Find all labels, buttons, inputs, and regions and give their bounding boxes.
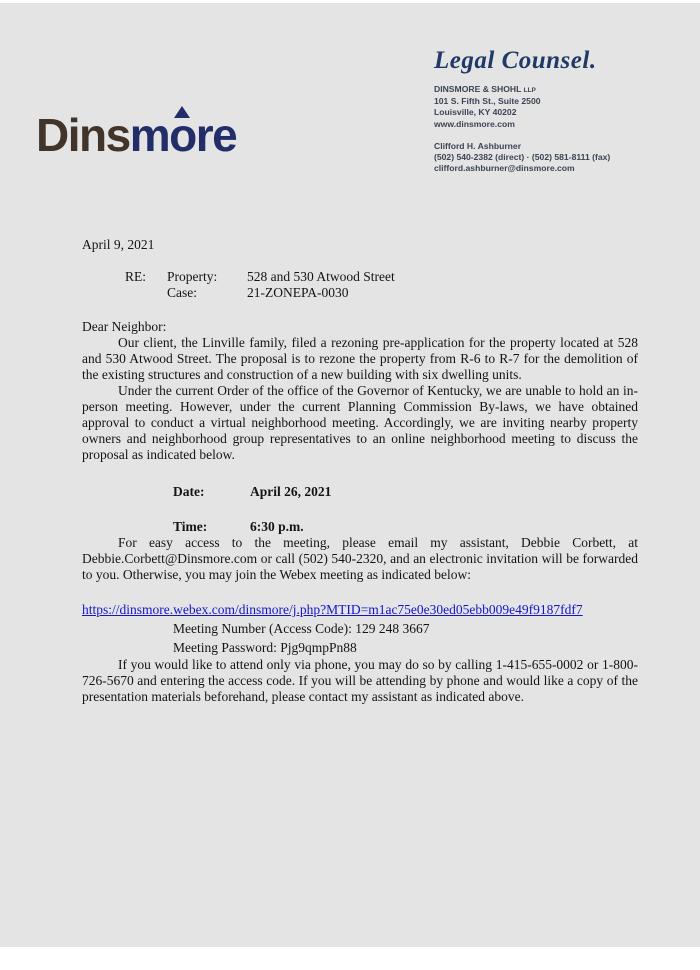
re-property-value: 528 and 530 Atwood Street (247, 269, 395, 284)
firm-tagline: Legal Counsel. (434, 47, 597, 74)
meeting-time-label: Time: (173, 519, 208, 534)
dinsmore-logo (36, 109, 236, 161)
attorney-phone: (502) 540-2382 (direct) · (502) 581-8111 (fax) (434, 152, 611, 163)
firm-address-line1: 101 S. Fifth St., Suite 2500 (434, 96, 541, 107)
firm-address-line2: Louisville, KY 40202 (434, 107, 517, 118)
logo-caret-icon (174, 106, 190, 118)
re-label: RE: (125, 269, 147, 284)
meeting-number: Meeting Number (Access Code): 129 248 3667 (173, 621, 430, 636)
attorney-name: Clifford H. Ashburner (434, 140, 522, 151)
paragraph-intro: Our client, the Linville family, filed a rezoning pre-application for the property located at 528 and 530 Atwood Street. The proposal is to rezone the property from R-6 to R-7 for the demolition of the existing structures and construction of a new building with six dwelling units. (82, 335, 638, 382)
firm-address-block (434, 84, 674, 130)
paragraph-meeting-format: Under the current Order of the office of the Governor of Kentucky, we are unable to hold an in-person meeting. However, under the current Planning Commission By-laws, we have obtained approval to conduct a virtual neighborhood meeting. Accordingly, we are inviting nearby property owners and neighborhood group representatives to an online neighborhood meeting to discuss the proposal as indicated below. (82, 383, 638, 462)
letterhead (0, 3, 700, 235)
re-block (125, 269, 638, 301)
paragraph-phone-attendance: If you would like to attend only via phone, you may do so by calling 1-415-655-0002 or 1-800-726-5670 and entering the access code. If you will be attending by phone and would like a copy of the presentation materials beforehand, please contact my assistant as indicated above. (82, 657, 638, 704)
re-case-value: 21-ZONEPA-0030 (247, 285, 349, 300)
logo-text-re: re (195, 109, 237, 161)
webex-credentials (173, 620, 638, 657)
firm-website: www.dinsmore.com (434, 118, 515, 129)
firm-name: DINSMORE & SHOHL LLP (434, 84, 536, 94)
meeting-time-value: 6:30 p.m. (250, 519, 304, 534)
letter-date: April 9, 2021 (82, 237, 155, 252)
paragraph-access: For easy access to the meeting, please email my assistant, Debbie Corbett, at Debbie.Corbett@Dinsmore.com or call (502) 540-2320, and an electronic invitation will be forwarded to you. Otherwise, you may join the Webex meeting as indicated below: (82, 535, 638, 582)
letter-body (82, 237, 638, 705)
letterhead-right-block (434, 47, 674, 174)
webex-section (82, 601, 638, 657)
meeting-details (173, 484, 638, 535)
logo-text-m: m (129, 109, 170, 161)
meeting-password: Meeting Password: Pjg9qmpPn88 (173, 639, 357, 655)
logo-text-dark: Dins (36, 109, 130, 161)
attorney-email: clifford.ashburner@dinsmore.com (434, 163, 575, 174)
logo-letter-o: o (169, 109, 196, 161)
webex-link[interactable]: https://dinsmore.webex.com/dinsmore/j.php?MTID=m1ac75e0e30ed05ebb009e49f9187fdf7 (82, 602, 583, 617)
meeting-date-label: Date: (173, 484, 205, 499)
re-case-label: Case: (167, 285, 197, 300)
letter-page (0, 3, 700, 947)
firm-llp-suffix: LLP (523, 87, 536, 94)
meeting-date-value: April 26, 2021 (250, 484, 332, 499)
salutation: Dear Neighbor: (82, 319, 167, 334)
re-spacer (125, 285, 167, 301)
re-property-label: Property: (167, 269, 218, 284)
attorney-contact-block (434, 141, 674, 175)
